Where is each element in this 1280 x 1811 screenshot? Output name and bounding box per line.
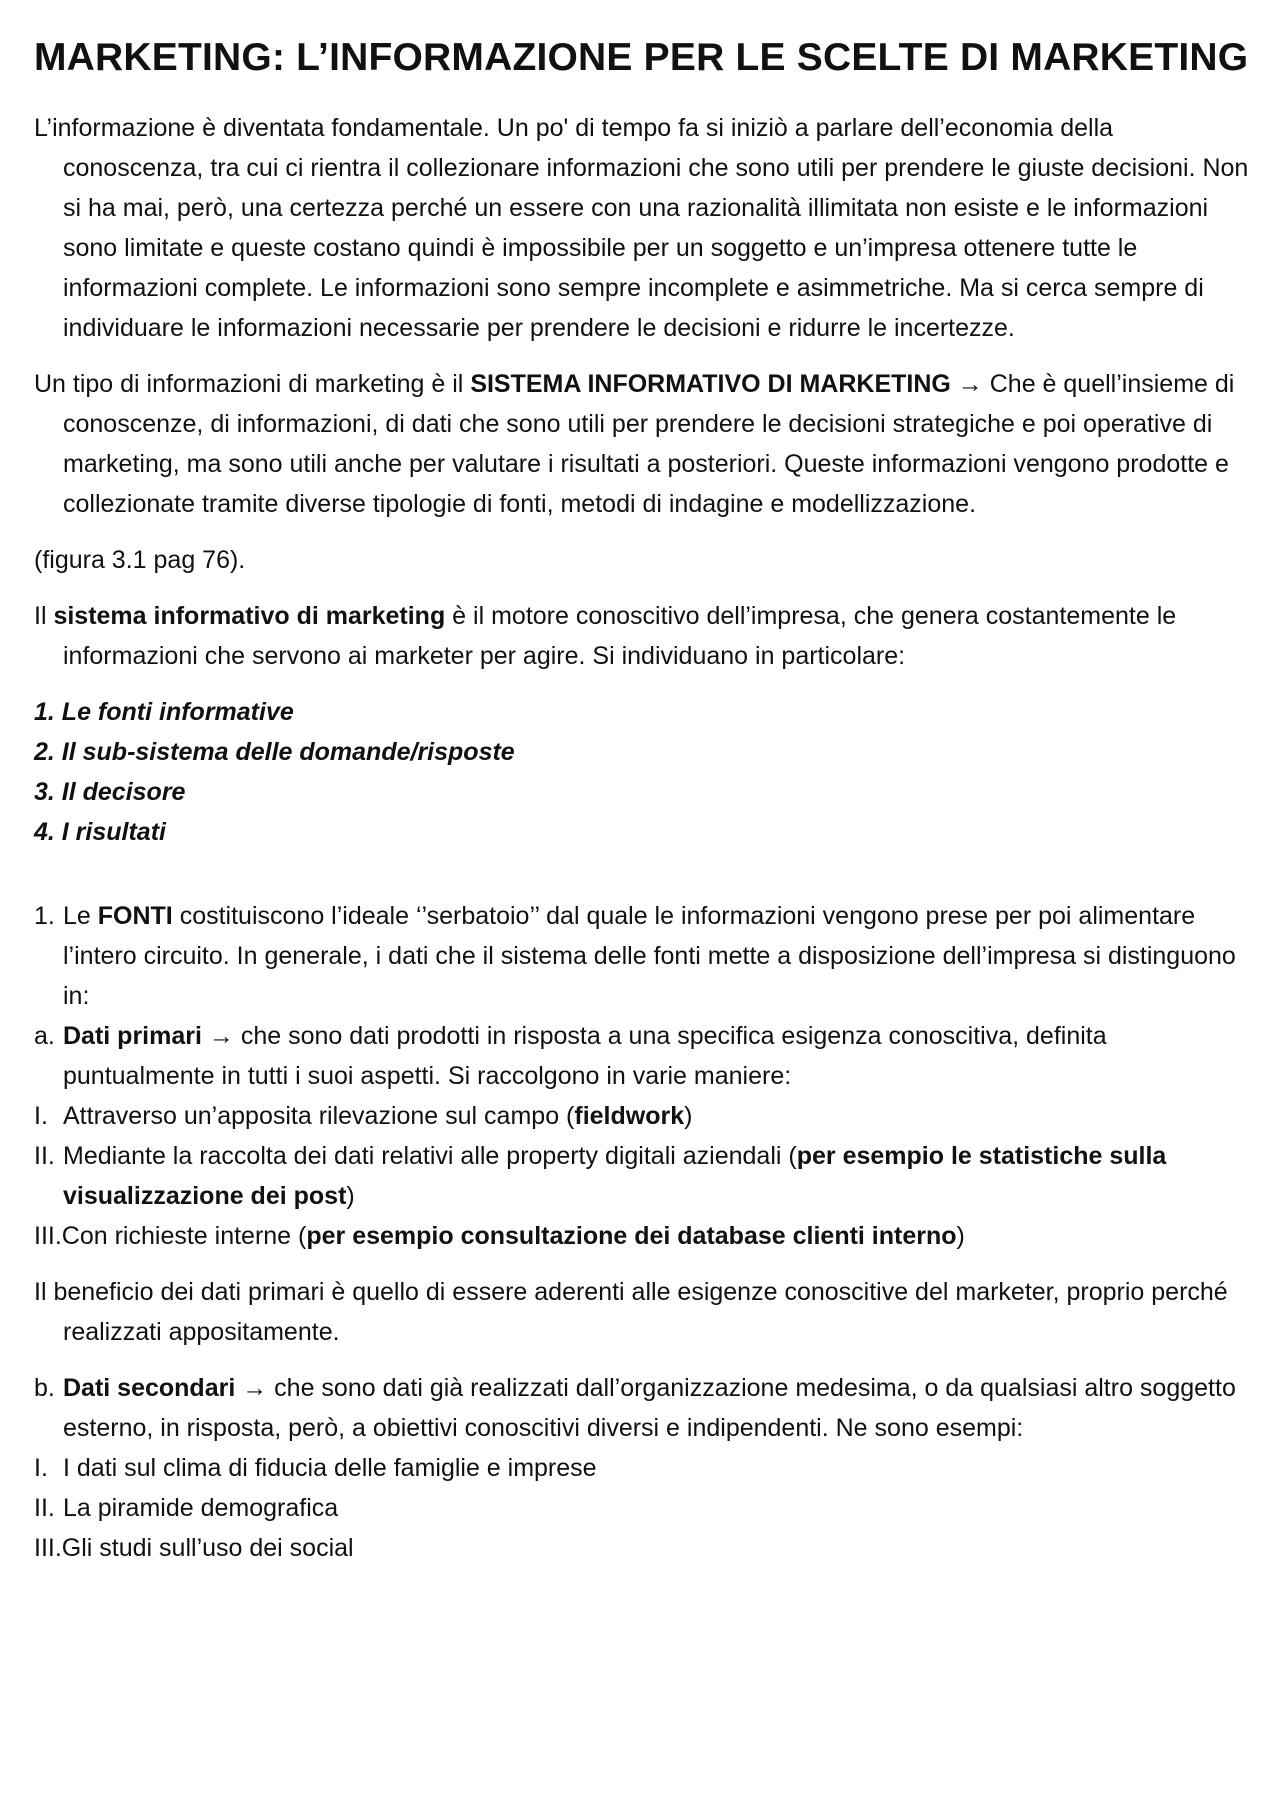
sim-definition-paragraph: Un tipo di informazioni di marketing è il SISTEMA INFORMATIVO DI MARKETING → Che è quell’insieme di conoscenze, di informazioni, di dati che sono utili per prendere le decisioni strategiche e poi operative di marketing, ma sono utili anche per valutare i risultati a posteriori. Queste informazioni vengono prodotte e collezionate tramite diverse tipologie di fonti, metodi di indagine e modellizzazione. (34, 370, 1235, 518)
list-item: I. Attraverso un’apposita rilevazione sul campo (fieldwork) (34, 1102, 693, 1130)
list-item: II. La piramide demografica (34, 1494, 339, 1522)
list-item: III. Con richieste interne (per esempio consultazione dei database clienti interno) (34, 1222, 965, 1250)
fonti-paragraph: 1. Le FONTI costituiscono l’ideale ‘’serbatoio’’ dal quale le informazioni vengono prese per poi alimentare l’intero circuito. In generale, i dati che il sistema delle fonti mette a disposizione dell’impresa si distinguono in: (34, 902, 1236, 1010)
components-list (34, 692, 1254, 852)
sim-engine-paragraph: Il sistema informativo di marketing è il motore conoscitivo dell’impresa, che genera costantemente le informazioni che servono ai marketer per agire. Si individuano in particolare: (34, 602, 1177, 670)
dati-primari-item: a. Dati primari → che sono dati prodotti in risposta a una specifica esigenza conoscitiva, definita puntualmente in tutti i suoi aspetti. Si raccolgono in varie maniere: (34, 1022, 1107, 1090)
list-item: I. I dati sul clima di fiducia delle famiglie e imprese (34, 1454, 597, 1482)
list-item: 3. Il decisore (34, 778, 186, 806)
figure-reference: (figura 3.1 pag 76). (34, 546, 246, 574)
page-title: MARKETING: L’INFORMAZIONE PER LE SCELTE DI MARKETING (34, 36, 1249, 79)
list-item: III. Gli studi sull’uso dei social (34, 1534, 354, 1562)
list-item: II. Mediante la raccolta dei dati relativi alle property digitali aziendali (per esempio le statistiche sulla visualizzazione dei post) (34, 1142, 1167, 1210)
sim-term: SISTEMA INFORMATIVO DI MARKETING (470, 370, 951, 398)
list-item: 4. I risultati (34, 818, 166, 846)
dati-secondari-item: b. Dati secondari → che sono dati già realizzati dall’organizzazione medesima, o da qualsiasi altro soggetto esterno, in risposta, però, a obiettivi conoscitivi diversi e indipendenti. Ne sono esempi: (34, 1374, 1236, 1442)
list-item: 2. Il sub-sistema delle domande/risposte (34, 738, 515, 766)
intro-paragraph: L’informazione è diventata fondamentale. Un po' di tempo fa si iniziò a parlare dell’economia della conoscenza, tra cui ci rientra il collezionare informazioni che sono utili per prendere le giuste decisioni. Non si ha mai, però, una certezza perché un essere con una razionalità illimitata non esiste e le informazioni sono limitate e queste costano quindi è impossibile per un soggetto e un’impresa ottenere tutte le informazioni complete. Le informazioni sono sempre incomplete e asimmetriche. Ma si cerca sempre di individuare le informazioni necessarie per prendere le decisioni e ridurre le incertezze. (34, 114, 1249, 342)
sim-term-bold: sistema informativo di marketing (53, 602, 446, 630)
document-page (34, 30, 1254, 1568)
beneficio-paragraph: Il beneficio dei dati primari è quello di essere aderenti alle esigenze conoscitive del marketer, proprio perché realizzati appositamente. (34, 1278, 1228, 1346)
list-item: 1. Le fonti informative (34, 698, 294, 726)
